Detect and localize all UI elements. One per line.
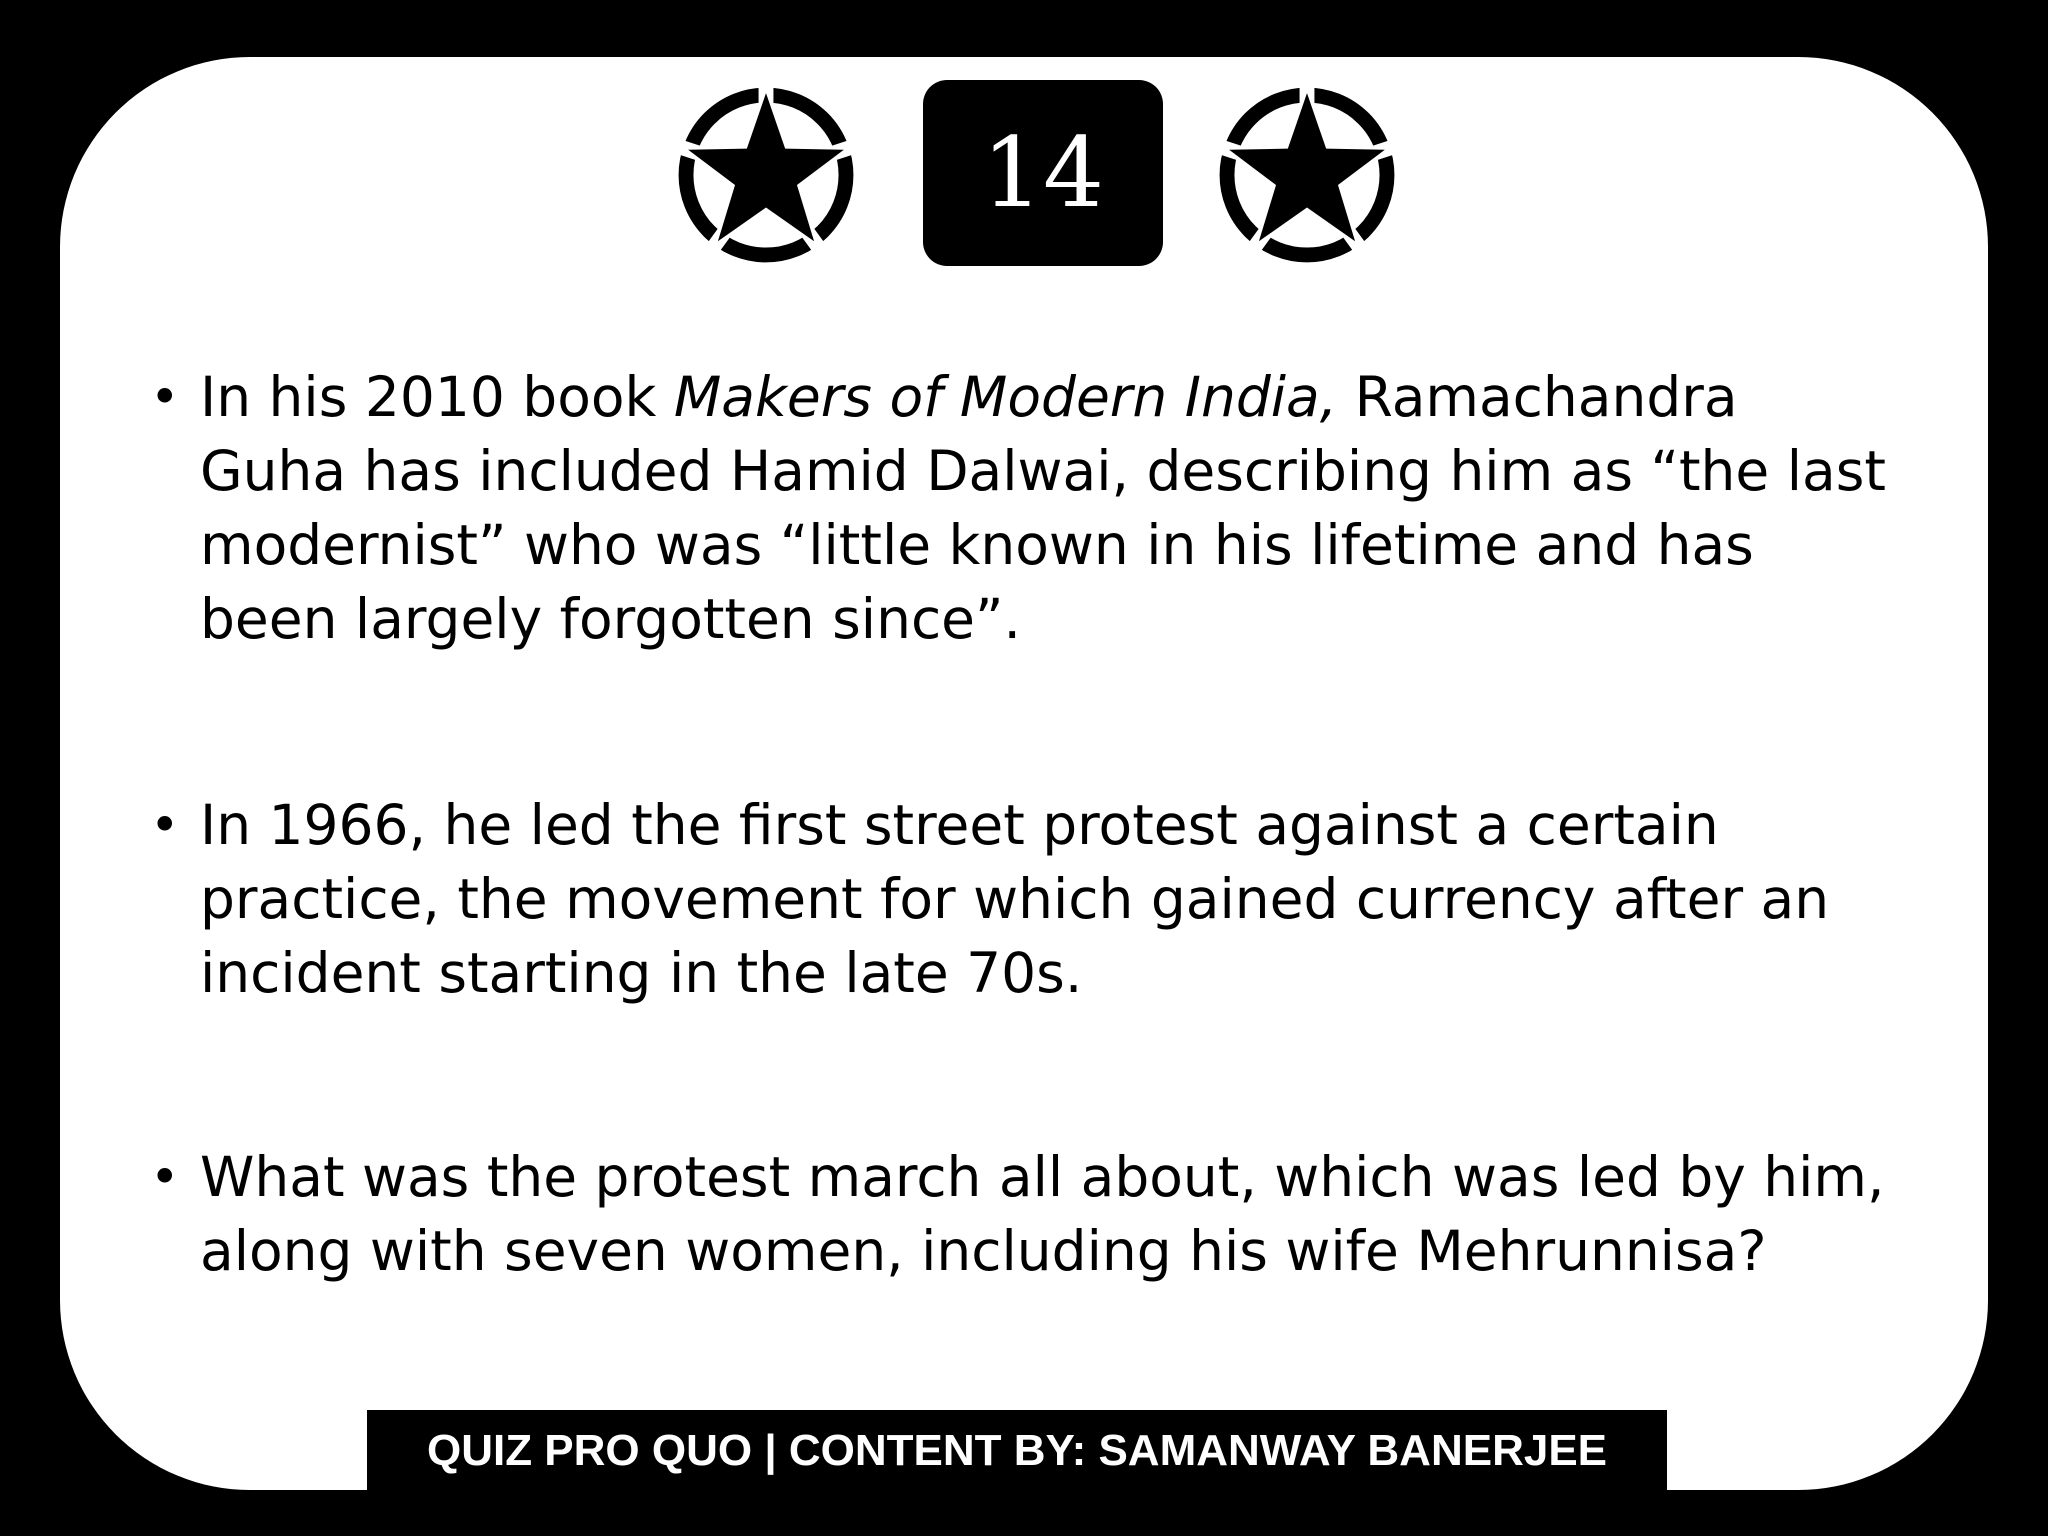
bullet-item-1 bbox=[150, 360, 1900, 656]
bullet-item-3 bbox=[150, 1140, 1900, 1288]
bullet-glyph: • bbox=[150, 1148, 180, 1206]
bullet-text: In 1966, he led the first street protest against a certain practice, the movement for which gained currency after an incident starting in the late 70s. bbox=[200, 793, 1830, 1005]
bullet-text-before: In his 2010 book bbox=[200, 365, 674, 429]
bullet-text: What was the protest march all about, which was led by him, along with seven women, including his wife Mehrunnisa? bbox=[200, 1145, 1885, 1283]
footer-credit: QUIZ PRO QUO | CONTENT BY: SAMANWAY BANERJEE bbox=[367, 1410, 1667, 1492]
bullet-text-after: Ramachandra Guha has included Hamid Dalwai, describing him as “the last modernist” who was “little known in his lifetime and has been largely forgotten since”. bbox=[200, 365, 1886, 651]
book-title: Makers of Modern India, bbox=[673, 365, 1338, 429]
bullet-glyph: • bbox=[150, 368, 180, 426]
bullet-glyph: • bbox=[150, 796, 180, 854]
question-number: 14 bbox=[923, 80, 1163, 266]
bullet-item-2 bbox=[150, 788, 1900, 1010]
